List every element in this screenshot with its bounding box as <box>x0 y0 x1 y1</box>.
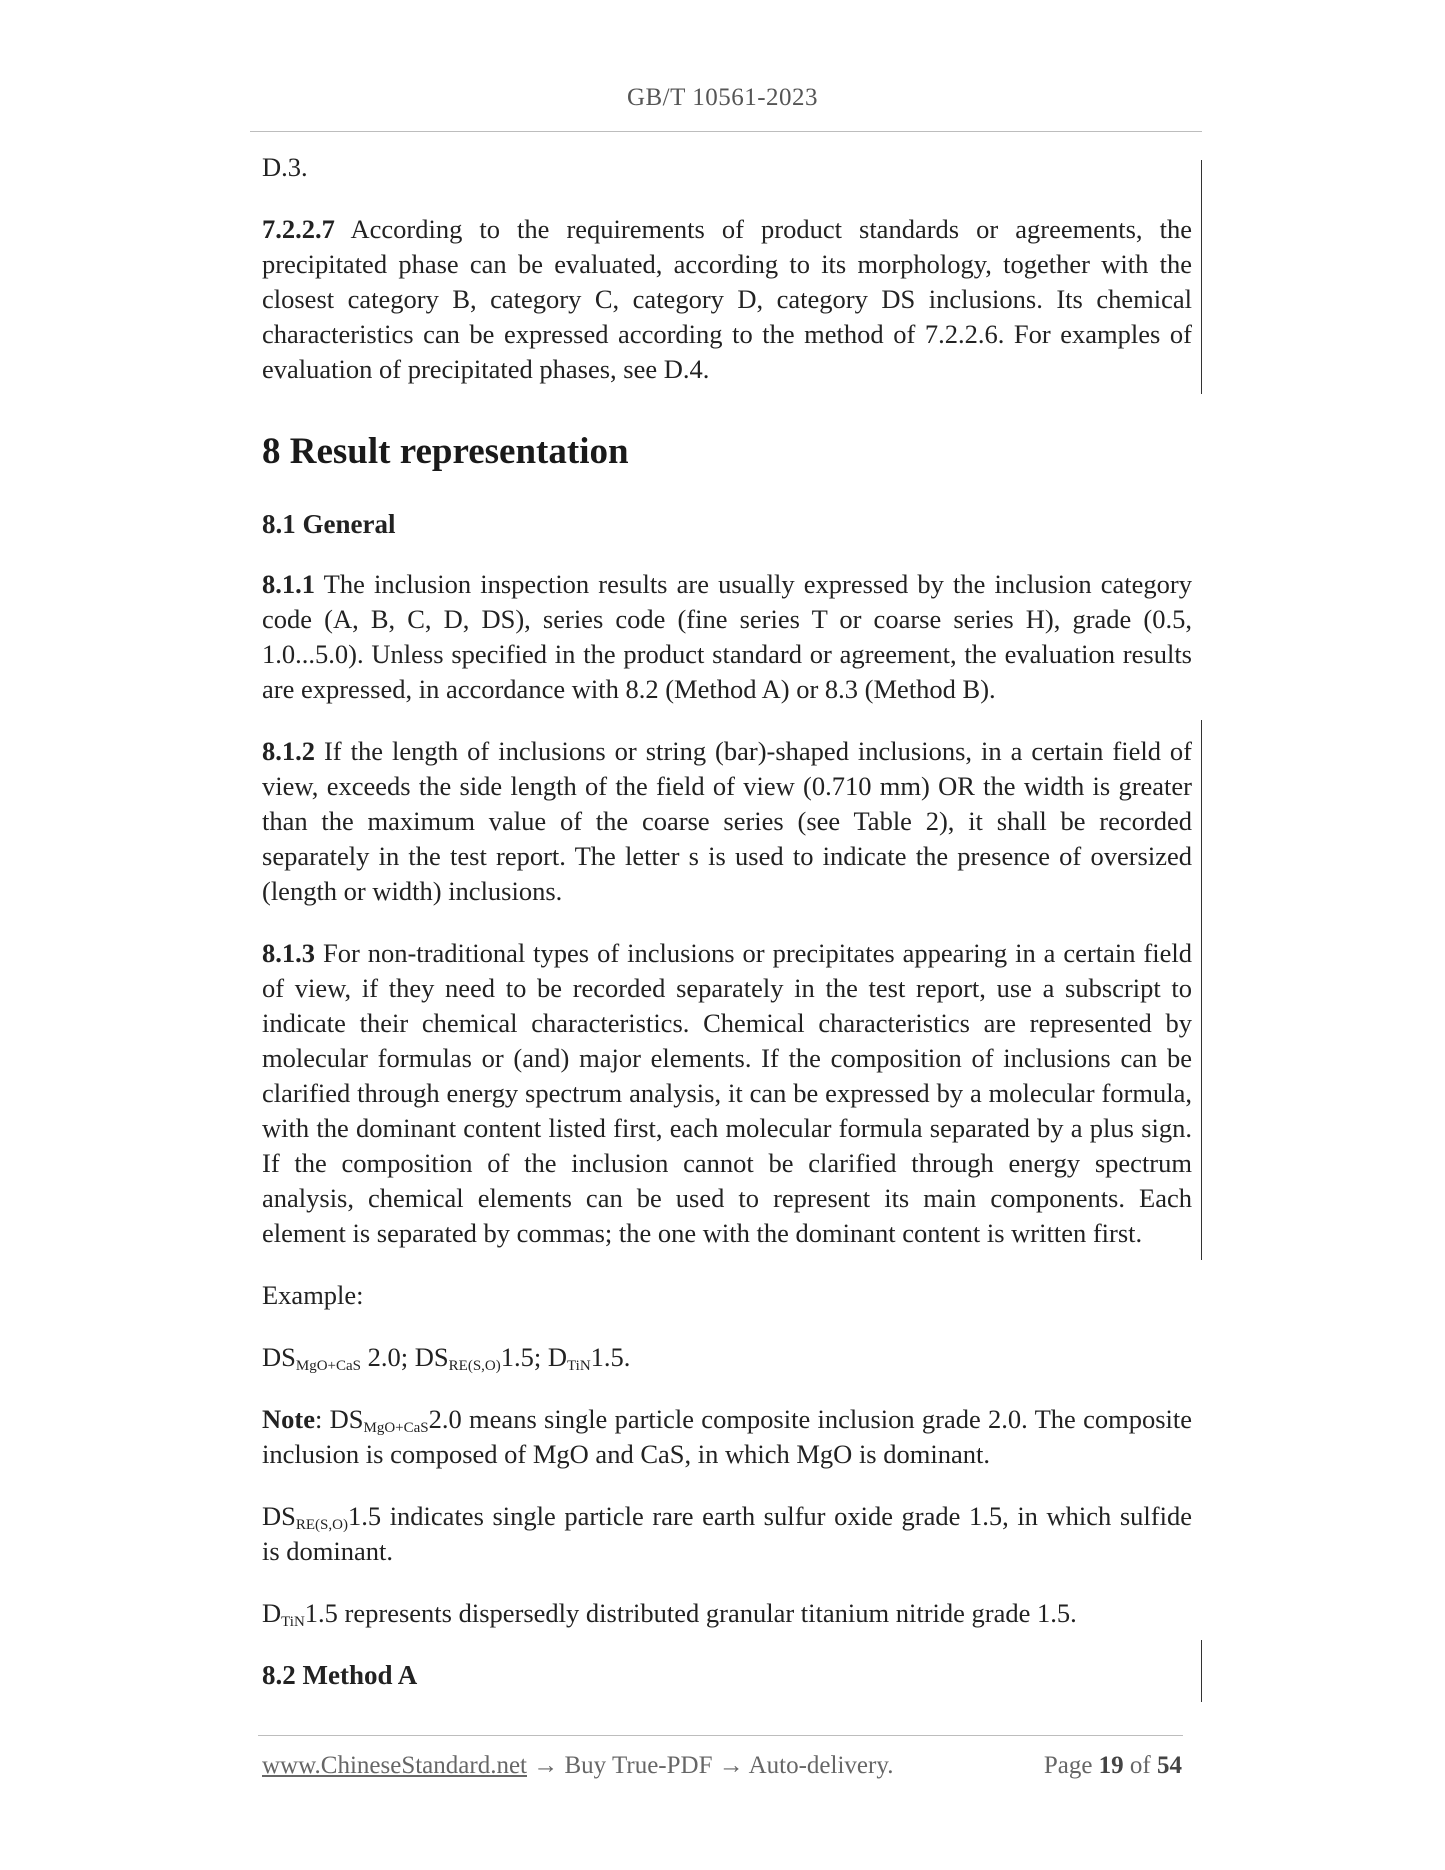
section-heading-8-1: 8.1 General <box>262 509 396 539</box>
clause-text: According to the requirements of product standards or agreements, the precipitated phase can be evaluated, according to its morphology, together with the closest category B, category C, category D, category DS inclusions. Its chemical characteristics can be expressed according to the method of 7.2.2.6. For examples of evaluation of precipitated phases, see D.4. <box>262 214 1192 384</box>
footer-promo-text: → Buy True-PDF → Auto-delivery. <box>527 1752 894 1779</box>
note-paragraph-2 <box>262 1499 1192 1569</box>
notation-subscript: TiN <box>567 1358 591 1374</box>
notation-subscript: RE(S,O) <box>448 1358 501 1374</box>
revision-change-bar <box>1201 160 1202 394</box>
page-content <box>262 150 1192 1718</box>
clause-number: 8.1.3 <box>262 938 315 968</box>
notation-code: DS <box>414 1342 449 1372</box>
note-paragraph <box>262 1402 1192 1472</box>
paragraph-continuation: D.3. <box>262 152 308 182</box>
example-label: Example: <box>262 1280 364 1310</box>
document-header-title: GB/T 10561-2023 <box>626 84 819 111</box>
clause-text: For non-traditional types of inclusions or precipitates appearing in a certain field of view, if they need to be recorded separately in the test report, use a subscript to indicate their chemical characteristics. Chemical characteristics are represented by molecular formulas or (and) major elements. If the composition of inclusions can be clarified through energy spectrum analysis, it can be expressed by a molecular formula, with the dominant content listed first, each molecular formula separated by a plus sign. If the composition of the inclusion cannot be clarified through energy spectrum analysis, chemical elements can be used to represent its main components. Each element is separated by commas; the one with the dominant content is written first. <box>262 938 1192 1248</box>
notation-subscript: RE(S,O) <box>295 1517 348 1533</box>
notation-grade: 1.5. <box>590 1342 631 1372</box>
notation-code: DS <box>329 1404 364 1434</box>
website-link[interactable]: www.ChineseStandard.net <box>262 1752 527 1779</box>
clause-text: If the length of inclusions or string (bar)-shaped inclusions, in a certain field of view, exceeds the side length of the field of view (0.710 mm) OR the width is greater than the maximum value of the coarse series (see Table 2), it shall be recorded separately in the test report. The letter s is used to indicate the presence of oversized (length or width) inclusions. <box>262 736 1192 906</box>
page-of-label: of <box>1123 1752 1157 1779</box>
page-indicator <box>1044 1752 1182 1780</box>
section-heading-8-2: 8.2 Method A <box>262 1660 418 1690</box>
page-number: 19 <box>1098 1752 1124 1779</box>
clause-number: 8.1.2 <box>262 736 315 766</box>
page-label: Page <box>1043 1752 1099 1779</box>
note-paragraph-3 <box>262 1596 1192 1631</box>
clause-8-1-2 <box>262 734 1192 909</box>
notation-grade: 2.0; <box>361 1342 415 1372</box>
note-text: 1.5 indicates single particle rare earth sulfur oxide grade 1.5, in which sulfide is dominant. <box>262 1501 1192 1566</box>
notation-subscript: TiN <box>281 1614 305 1630</box>
note-colon: : <box>314 1404 330 1434</box>
clause-8-1-1 <box>262 567 1192 707</box>
notation-subscript: MgO+CaS <box>295 1358 362 1374</box>
notation-code: D <box>547 1342 568 1372</box>
footer-promo <box>262 1752 893 1780</box>
header-divider <box>250 131 1202 132</box>
clause-number: 7.2.2.7 <box>262 214 335 244</box>
notation-subscript: MgO+CaS <box>363 1420 429 1436</box>
footer-divider <box>258 1735 1183 1736</box>
page-total: 54 <box>1157 1752 1182 1779</box>
note-label: Note <box>262 1404 315 1434</box>
notation-code: DS <box>262 1342 296 1372</box>
notation-code: D <box>262 1598 282 1628</box>
clause-number: 8.1.1 <box>262 569 315 599</box>
revision-change-bar <box>1201 1640 1202 1702</box>
note-text: 1.5 represents dispersedly distributed granular titanium nitride grade 1.5. <box>304 1598 1077 1628</box>
clause-text: The inclusion inspection results are usually expressed by the inclusion category code (A, B, C, D, DS), series code (fine series T or coarse series H), grade (0.5, 1.0...5.0). Unless specified in the product standard or agreement, the evaluation results are expressed, in accordance with 8.2 (Method A) or 8.3 (Method B). <box>262 569 1192 704</box>
example-notation <box>262 1340 1192 1375</box>
clause-7-2-2-7 <box>262 212 1192 387</box>
clause-8-1-3 <box>262 936 1192 1251</box>
notation-grade: 1.5; <box>500 1342 548 1372</box>
section-heading-8: 8 Result representation <box>262 431 629 472</box>
notation-code: DS <box>262 1501 296 1531</box>
note-text: 2.0 means single particle composite inclusion grade 2.0. The composite inclusion is composed of MgO and CaS, in which MgO is dominant. <box>262 1404 1192 1469</box>
revision-change-bar <box>1201 720 1202 1260</box>
